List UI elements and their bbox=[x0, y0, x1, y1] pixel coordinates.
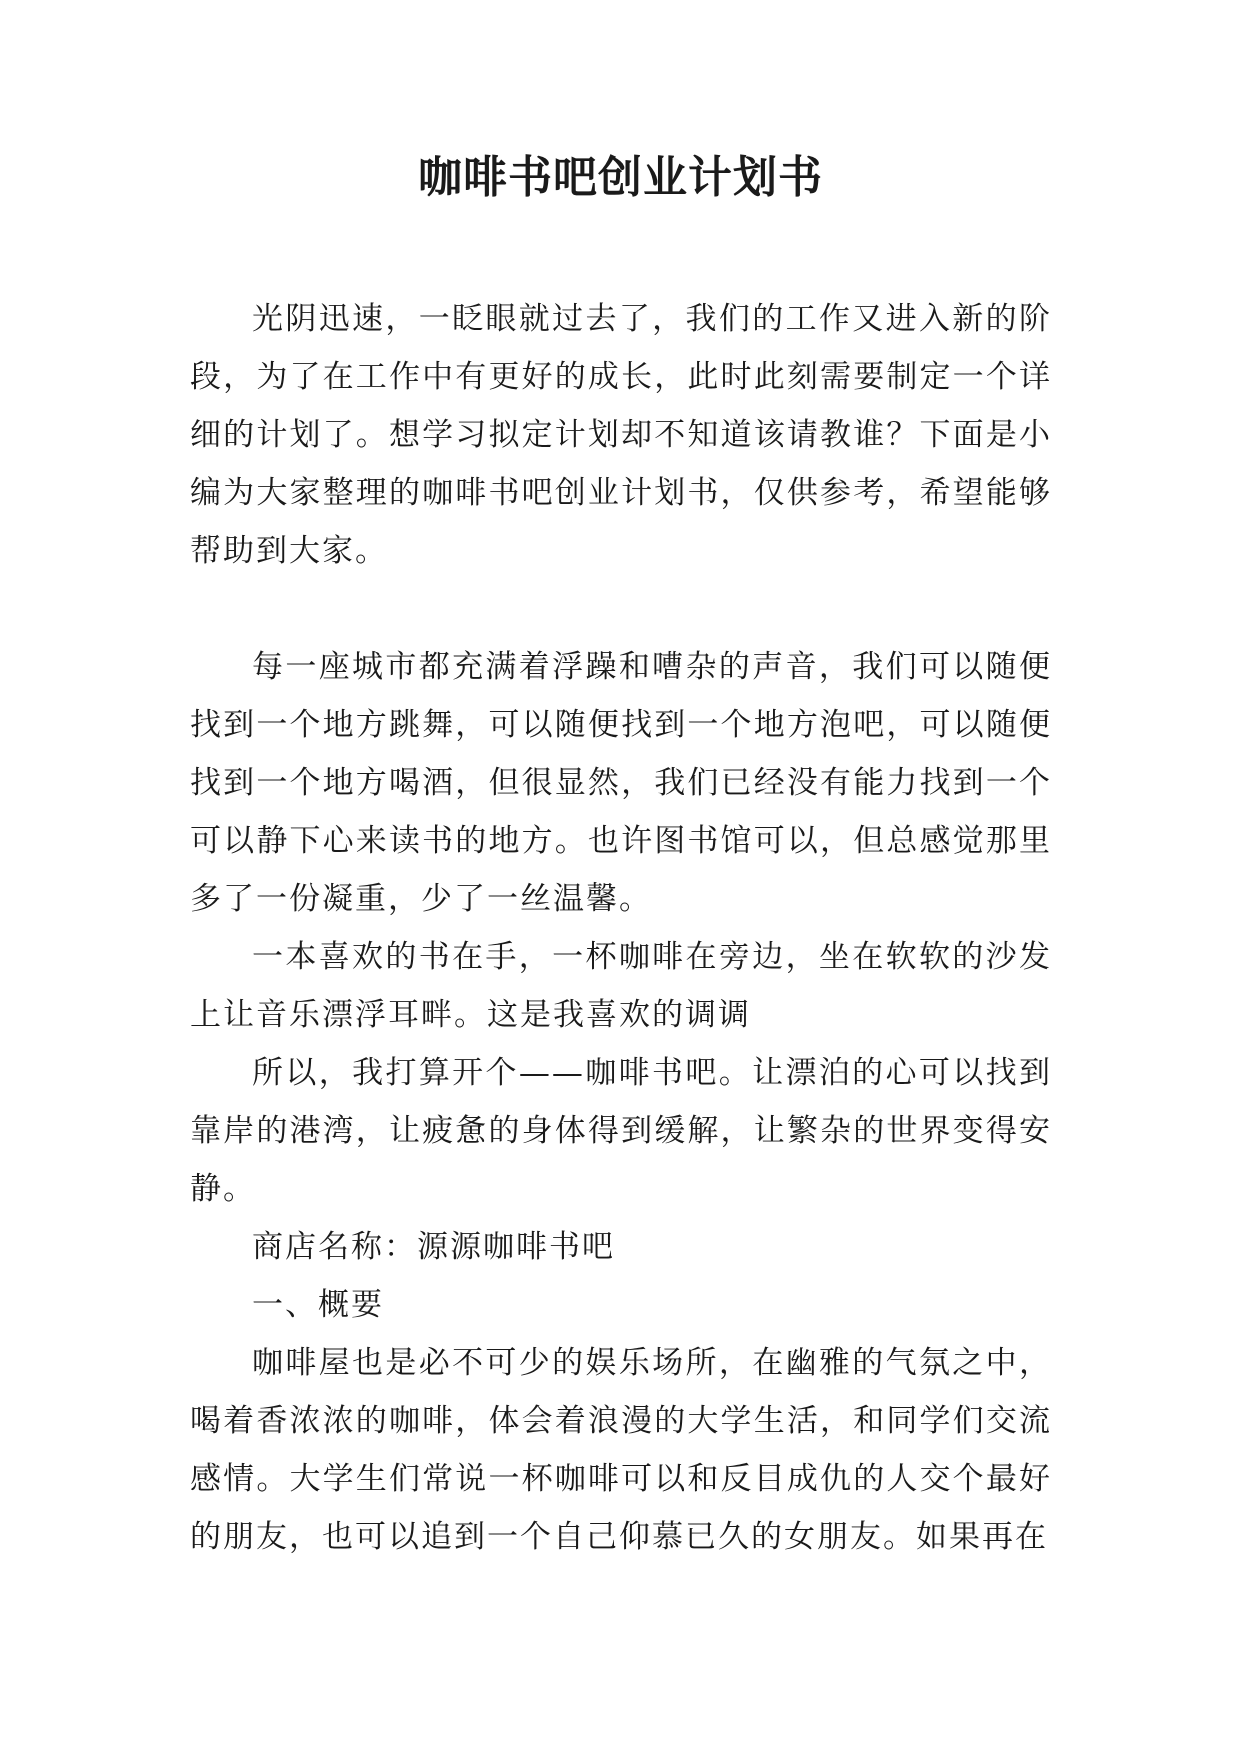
paragraph-city: 每一座城市都充满着浮躁和嘈杂的声音，我们可以随便找到一个地方跳舞，可以随便找到一个地方泡吧，可以随便找到一个地方喝酒，但很显然，我们已经没有能力找到一个可以静下心来读书的地方。也许图书馆可以，但总感觉那里多了一份凝重，少了一丝温馨。 bbox=[190, 649, 1052, 917]
paragraph-book-coffee: 一本喜欢的书在手，一杯咖啡在旁边，坐在软软的沙发上让音乐漂浮耳畔。这是我喜欢的调调 bbox=[190, 939, 1052, 1033]
paragraph-store-name: 商店名称：源源咖啡书吧 bbox=[252, 1229, 615, 1265]
document-title: 咖啡书吧创业计划书 bbox=[418, 152, 823, 203]
paragraph-overview: 咖啡屋也是必不可少的娱乐场所，在幽雅的气氛之中，喝着香浓浓的咖啡，体会着浪漫的大学生活，和同学们交流感情。大学生们常说一杯咖啡可以和反目成仇的人交个最好的朋友，也可以追到一个自己仰慕已久的女朋友。如果再在 bbox=[190, 1345, 1052, 1555]
document-body bbox=[190, 290, 1052, 1566]
paragraph-intro: 光阴迅速，一眨眼就过去了，我们的工作又进入新的阶段，为了在工作中有更好的成长，此时此刻需要制定一个详细的计划了。想学习拟定计划却不知道该请教谁？下面是小编为大家整理的咖啡书吧创业计划书，仅供参考，希望能够帮助到大家。 bbox=[190, 301, 1052, 569]
paragraph-plan: 所以，我打算开个——咖啡书吧。让漂泊的心可以找到靠岸的港湾，让疲惫的身体得到缓解，让繁杂的世界变得安静。 bbox=[190, 1055, 1052, 1207]
section-heading-overview: 一、概要 bbox=[252, 1287, 384, 1323]
paragraph-gap bbox=[190, 580, 1052, 638]
